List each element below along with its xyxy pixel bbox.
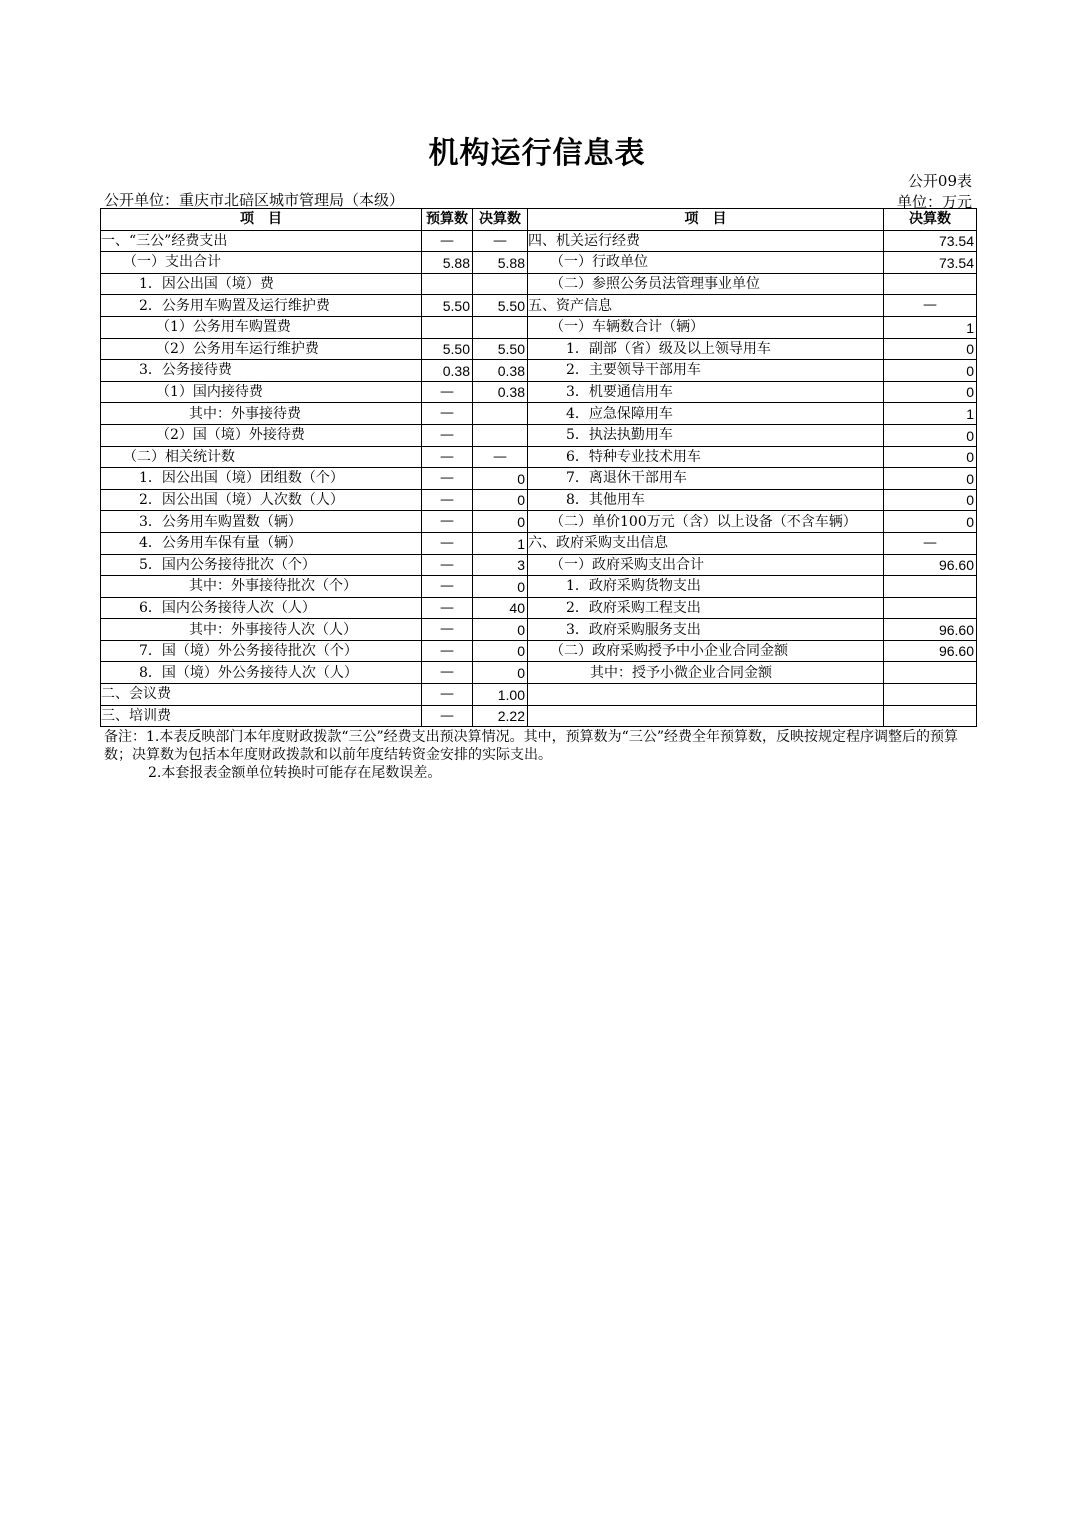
item-left: （1）国内接待费 (101, 381, 422, 403)
table-row (101, 684, 977, 706)
item-left: （2）公务用车运行维护费 (101, 338, 422, 360)
item-right: 2．主要领导干部用车 (528, 360, 884, 382)
budget-value (422, 316, 473, 338)
item-right: （二）单价100万元（含）以上设备（不含车辆） (528, 511, 884, 533)
item-right: 6．特种专业技术用车 (528, 446, 884, 468)
table-row (101, 446, 977, 468)
budget-value: — (422, 554, 473, 576)
budget-value: 5.50 (422, 295, 473, 317)
note-2: 2.本套报表金额单位转换时可能存在尾数误差。 (148, 765, 442, 781)
table-row (101, 597, 977, 619)
budget-value: — (422, 424, 473, 446)
item-right: 3．机要通信用车 (528, 381, 884, 403)
table-row (101, 360, 977, 382)
budget-value: — (422, 662, 473, 684)
final-value-right: 96.60 (884, 619, 977, 641)
item-left: 3．公务用车购置数（辆） (101, 511, 422, 533)
item-left: 三、培训费 (101, 705, 422, 727)
final-value: 40 (473, 597, 528, 619)
table-row (101, 532, 977, 554)
final-value-right: — (884, 532, 977, 554)
final-value: 1.00 (473, 684, 528, 706)
item-right: 四、机关运行经费 (528, 230, 884, 252)
budget-value: — (422, 640, 473, 662)
final-value-right: 96.60 (884, 554, 977, 576)
header-row (101, 209, 977, 231)
item-right: 4．应急保障用车 (528, 403, 884, 425)
final-value: 0 (473, 489, 528, 511)
budget-value: 0.38 (422, 360, 473, 382)
final-value: 0 (473, 468, 528, 490)
table-row (101, 619, 977, 641)
budget-value: — (422, 705, 473, 727)
final-value: 0 (473, 640, 528, 662)
item-right: 5．执法执勤用车 (528, 424, 884, 446)
item-right: 7．离退休干部用车 (528, 468, 884, 490)
reporting-unit: 公开单位：重庆市北碚区城市管理局（本级） (104, 191, 405, 209)
item-right: 其中：授予小微企业合同金额 (528, 662, 884, 684)
final-value-right: 0 (884, 511, 977, 533)
final-value-right: 0 (884, 446, 977, 468)
final-value-right: 0 (884, 468, 977, 490)
budget-value: — (422, 489, 473, 511)
page-title: 机构运行信息表 (428, 136, 646, 171)
final-value: 5.88 (473, 252, 528, 274)
table-row (101, 295, 977, 317)
final-value-right: 1 (884, 403, 977, 425)
final-value (473, 273, 528, 295)
table-row (101, 662, 977, 684)
table-row (101, 338, 977, 360)
final-value-right: 0 (884, 360, 977, 382)
item-right (528, 684, 884, 706)
budget-value (422, 273, 473, 295)
item-right: （一）行政单位 (528, 252, 884, 274)
item-right: （二）参照公务员法管理事业单位 (528, 273, 884, 295)
budget-value: 5.50 (422, 338, 473, 360)
table-row (101, 511, 977, 533)
final-value-right: 96.60 (884, 640, 977, 662)
header-budget: 预算数 (422, 209, 473, 231)
item-left: 4．公务用车保有量（辆） (101, 532, 422, 554)
item-right: 六、政府采购支出信息 (528, 532, 884, 554)
header-item-right: 项 目 (528, 209, 884, 231)
item-right: 五、资产信息 (528, 295, 884, 317)
table-code: 公开09表 (907, 172, 972, 190)
final-value: 5.50 (473, 338, 528, 360)
item-left: （二）相关统计数 (101, 446, 422, 468)
currency-unit: 单位：万元 (896, 193, 972, 211)
header-item-left: 项 目 (101, 209, 422, 231)
table-row (101, 468, 977, 490)
final-value: 0 (473, 576, 528, 598)
table-row (101, 273, 977, 295)
table-row (101, 381, 977, 403)
budget-value: — (422, 619, 473, 641)
final-value-right: 0 (884, 381, 977, 403)
final-value: — (473, 446, 528, 468)
item-left: 1．因公出国（境）费 (101, 273, 422, 295)
item-left: 其中：外事接待批次（个） (101, 576, 422, 598)
final-value: 2.22 (473, 705, 528, 727)
budget-value: — (422, 684, 473, 706)
item-left: 其中：外事接待费 (101, 403, 422, 425)
final-value-right: 0 (884, 338, 977, 360)
budget-value: 5.88 (422, 252, 473, 274)
item-left: 5．国内公务接待批次（个） (101, 554, 422, 576)
item-left: 1．因公出国（境）团组数（个） (101, 468, 422, 490)
final-value-right (884, 705, 977, 727)
final-value: — (473, 230, 528, 252)
table-row (101, 252, 977, 274)
table-row (101, 554, 977, 576)
item-right: 1．副部（省）级及以上领导用车 (528, 338, 884, 360)
final-value: 0 (473, 619, 528, 641)
note-1: 备注：1.本表反映部门本年度财政拨款“三公”经费支出预决算情况。其中，预算数为“三公”经费全年预算数，反映按规定程序调整后的预算数；决算数为包括本年度财政拨款和以前年度结转资金安排的实际支出。 (104, 729, 958, 763)
item-left: 一、“三公”经费支出 (101, 230, 422, 252)
budget-value: — (422, 468, 473, 490)
budget-value: — (422, 532, 473, 554)
final-value: 0 (473, 511, 528, 533)
budget-value: — (422, 576, 473, 598)
item-left: 2．公务用车购置及运行维护费 (101, 295, 422, 317)
item-left: （2）国（境）外接待费 (101, 424, 422, 446)
final-value-right: 0 (884, 489, 977, 511)
item-left: 其中：外事接待人次（人） (101, 619, 422, 641)
final-value-right (884, 684, 977, 706)
final-value-right: 1 (884, 316, 977, 338)
final-value: 5.50 (473, 295, 528, 317)
item-right: （一）政府采购支出合计 (528, 554, 884, 576)
item-right: （二）政府采购授予中小企业合同金额 (528, 640, 884, 662)
header-final-left: 决算数 (473, 209, 528, 231)
item-left: （1）公务用车购置费 (101, 316, 422, 338)
table-row (101, 230, 977, 252)
table-row (101, 705, 977, 727)
budget-value: — (422, 230, 473, 252)
final-value-right: 73.54 (884, 252, 977, 274)
budget-value: — (422, 597, 473, 619)
item-left: 8．国（境）外公务接待人次（人） (101, 662, 422, 684)
final-value: 0.38 (473, 381, 528, 403)
final-value-right (884, 273, 977, 295)
item-right: （一）车辆数合计（辆） (528, 316, 884, 338)
item-left: 6．国内公务接待人次（人） (101, 597, 422, 619)
final-value (473, 316, 528, 338)
item-left: （一）支出合计 (101, 252, 422, 274)
item-right: 2．政府采购工程支出 (528, 597, 884, 619)
table-row (101, 576, 977, 598)
item-left: 7．国（境）外公务接待批次（个） (101, 640, 422, 662)
final-value-right (884, 597, 977, 619)
final-value (473, 424, 528, 446)
budget-value: — (422, 403, 473, 425)
final-value-right (884, 662, 977, 684)
table-row (101, 640, 977, 662)
final-value-right: — (884, 295, 977, 317)
table-row (101, 316, 977, 338)
budget-value: — (422, 446, 473, 468)
header-final-right: 决算数 (884, 209, 977, 231)
item-right (528, 705, 884, 727)
final-value-right (884, 576, 977, 598)
table-row (101, 424, 977, 446)
item-right: 1．政府采购货物支出 (528, 576, 884, 598)
final-value: 0 (473, 662, 528, 684)
item-left: 3．公务接待费 (101, 360, 422, 382)
table-row (101, 489, 977, 511)
item-right: 8．其他用车 (528, 489, 884, 511)
item-left: 二、会议费 (101, 684, 422, 706)
budget-value: — (422, 511, 473, 533)
final-value-right: 0 (884, 424, 977, 446)
final-value (473, 403, 528, 425)
final-value: 1 (473, 532, 528, 554)
table-row (101, 403, 977, 425)
final-value-right: 73.54 (884, 230, 977, 252)
budget-value: — (422, 381, 473, 403)
item-right: 3．政府采购服务支出 (528, 619, 884, 641)
item-left: 2．因公出国（境）人次数（人） (101, 489, 422, 511)
info-table (100, 208, 977, 727)
final-value: 0.38 (473, 360, 528, 382)
final-value: 3 (473, 554, 528, 576)
